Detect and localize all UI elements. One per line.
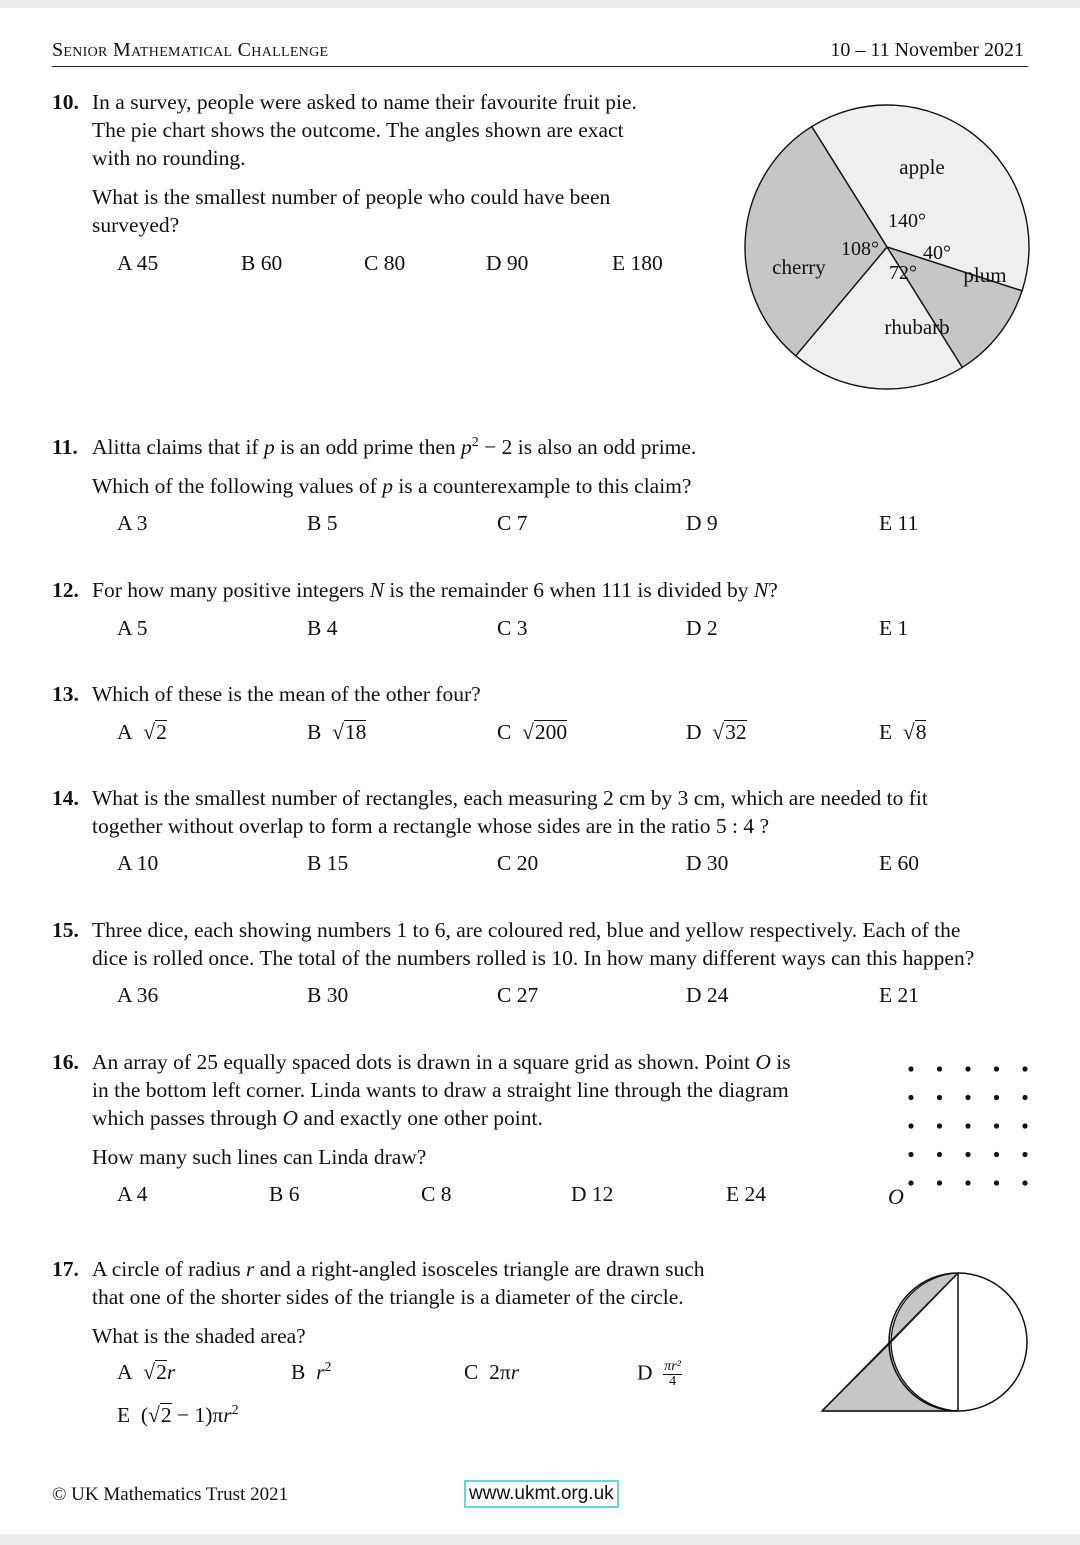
grid-dot (994, 1152, 999, 1157)
question-number: 10. (52, 90, 79, 114)
answer-option-b[interactable]: B √18 (307, 720, 367, 744)
grid-dot (908, 1066, 913, 1071)
footer-copyright: © UK Mathematics Trust 2021 (52, 1484, 289, 1505)
answer-option-c[interactable]: C 3 (497, 616, 528, 640)
answer-option-d[interactable]: D 12 (571, 1182, 614, 1206)
answer-option-d[interactable]: D $\frac{\text{πr²}}{4}$ (637, 1359, 681, 1389)
grid-dot (937, 1180, 942, 1185)
header-date: 10 – 11 November 2021 (830, 39, 1024, 61)
header-title: Senior Mathematical Challenge (52, 39, 329, 61)
grid-dot (994, 1180, 999, 1185)
question-text-line: A circle of radius r and a right-angled isosceles triangle are drawn such (92, 1257, 705, 1281)
question-text-line: that one of the shorter sides of the triangle is a diameter of the circle. (92, 1285, 684, 1309)
answer-option-b[interactable]: B $r^2$ (291, 1360, 332, 1384)
answer-option-e[interactable]: E 60 (879, 851, 920, 875)
answer-option-b[interactable]: B 5 (307, 511, 338, 535)
answer-option-e[interactable]: E $(√2 - 1)\pi r^2$ (117, 1403, 239, 1427)
answer-option-c[interactable]: C 20 (497, 851, 539, 875)
question-number: 15. (52, 918, 79, 942)
question-text-line: In a survey, people were asked to name their favourite fruit pie. (92, 90, 637, 114)
grid-dot (994, 1123, 999, 1128)
answer-option-a[interactable]: A 3 (117, 511, 148, 535)
grid-dot (908, 1095, 913, 1100)
answer-option-b[interactable]: B 15 (307, 851, 349, 875)
answer-option-c[interactable]: C 80 (364, 251, 406, 275)
answer-option-d[interactable]: D 90 (486, 251, 529, 275)
footer-website-link[interactable]: www.ukmt.org.uk (464, 1480, 619, 1508)
grid-dot (1022, 1180, 1027, 1185)
question-text-line: Alitta claims that if p is an odd prime then $p^2 - 2$ is also an odd prime. (92, 435, 697, 459)
answer-option-e[interactable]: E 24 (726, 1182, 767, 1206)
answer-option-e[interactable]: E 180 (612, 251, 663, 275)
answer-option-c[interactable]: C 7 (497, 511, 528, 535)
question-number: 16. (52, 1050, 79, 1074)
answer-option-b[interactable]: B 6 (269, 1182, 300, 1206)
answer-option-c[interactable]: C 27 (497, 983, 539, 1007)
question-number: 12. (52, 578, 79, 602)
question-text-line: How many such lines can Linda draw? (92, 1145, 427, 1169)
answer-option-d[interactable]: D √32 (686, 720, 747, 744)
header-rule (52, 66, 1028, 67)
grid-dot (937, 1123, 942, 1128)
answer-option-d[interactable]: D 9 (686, 511, 718, 535)
pie-angle-plum: 40° (923, 242, 951, 264)
pie-angle-cherry: 108° (841, 238, 879, 260)
answer-option-a[interactable]: A √2r (117, 1360, 176, 1384)
grid-dot (965, 1123, 970, 1128)
answer-option-e[interactable]: E 11 (879, 511, 919, 535)
grid-dot (965, 1066, 970, 1071)
pie-chart (740, 100, 1035, 395)
answer-option-a[interactable]: A 5 (117, 616, 148, 640)
grid-dot (937, 1066, 942, 1071)
grid-dot (965, 1152, 970, 1157)
question-text-line: What is the smallest number of rectangles, each measuring 2 cm by 3 cm, which are needed to fit (92, 786, 928, 810)
question-text-line: Which of the following values of p is a counterexample to this claim? (92, 474, 692, 498)
answer-option-e[interactable]: E √8 (879, 720, 927, 744)
grid-dot (937, 1095, 942, 1100)
question-number: 14. (52, 786, 79, 810)
question-text-line: What is the shaded area? (92, 1324, 306, 1348)
grid-dot (1022, 1095, 1027, 1100)
question-text-line: For how many positive integers N is the remainder 6 when 111 is divided by N? (92, 578, 778, 602)
pie-label-plum: plum (963, 263, 1007, 287)
pie-label-cherry: cherry (772, 255, 826, 279)
question-text-line: What is the smallest number of people who could have been (92, 185, 611, 209)
question-text-line: An array of 25 equally spaced dots is drawn in a square grid as shown. Point O is (92, 1050, 791, 1074)
point-o-label: O (888, 1184, 904, 1209)
answer-option-a[interactable]: A 4 (117, 1182, 148, 1206)
grid-dot (1022, 1123, 1027, 1128)
question-text-line: together without overlap to form a rectangle whose sides are in the ratio 5 : 4 ? (92, 814, 770, 838)
dot-grid-diagram (880, 1048, 1040, 1213)
question-text-line: Which of these is the mean of the other four? (92, 682, 481, 706)
answer-option-a[interactable]: A 36 (117, 983, 159, 1007)
grid-dot (965, 1095, 970, 1100)
grid-dot (937, 1152, 942, 1157)
answer-option-c[interactable]: C 8 (421, 1182, 452, 1206)
pie-label-rhubarb: rhubarb (884, 315, 950, 339)
pie-angle-rhubarb: 72° (889, 262, 917, 284)
answer-option-a[interactable]: A 45 (117, 251, 159, 275)
answer-option-b[interactable]: B 4 (307, 616, 338, 640)
question-number: 11. (52, 435, 78, 459)
pie-angle-apple: 140° (888, 210, 926, 232)
question-text-line: The pie chart shows the outcome. The angles shown are exact (92, 118, 624, 142)
question-text-line: Three dice, each showing numbers 1 to 6, are coloured red, blue and yellow respectively. Each of the (92, 918, 961, 942)
grid-dot (994, 1066, 999, 1071)
grid-dot (965, 1180, 970, 1185)
answer-option-a[interactable]: A 10 (117, 851, 159, 875)
grid-dot (908, 1152, 913, 1157)
pie-label-apple: apple (899, 155, 945, 179)
answer-option-e[interactable]: E 21 (879, 983, 920, 1007)
grid-dot (908, 1180, 913, 1185)
answer-option-c[interactable]: C √200 (497, 720, 568, 744)
question-number: 17. (52, 1257, 79, 1281)
grid-dot (994, 1095, 999, 1100)
question-text-line: surveyed? (92, 213, 180, 237)
question-text-line: with no rounding. (92, 146, 246, 170)
answer-option-d[interactable]: D 30 (686, 851, 729, 875)
grid-dot (1022, 1152, 1027, 1157)
answer-option-b[interactable]: B 30 (307, 983, 349, 1007)
grid-dot (908, 1123, 913, 1128)
answer-option-c[interactable]: C 2πr (464, 1360, 520, 1384)
question-number: 13. (52, 682, 79, 706)
question-text-line: which passes through O and exactly one other point. (92, 1106, 543, 1130)
answer-option-d[interactable]: D 24 (686, 983, 729, 1007)
answer-option-e[interactable]: E 1 (879, 616, 909, 640)
answer-option-b[interactable]: B 60 (241, 251, 283, 275)
answer-option-d[interactable]: D 2 (686, 616, 718, 640)
grid-dot (1022, 1066, 1027, 1071)
exam-page (0, 8, 1080, 1534)
question-text-line: dice is rolled once. The total of the numbers rolled is 10. In how many different ways can this happen? (92, 946, 975, 970)
answer-option-a[interactable]: A √2 (117, 720, 167, 744)
question-text-line: in the bottom left corner. Linda wants to draw a straight line through the diagram (92, 1078, 789, 1102)
circle-triangle-diagram (818, 1270, 1033, 1420)
